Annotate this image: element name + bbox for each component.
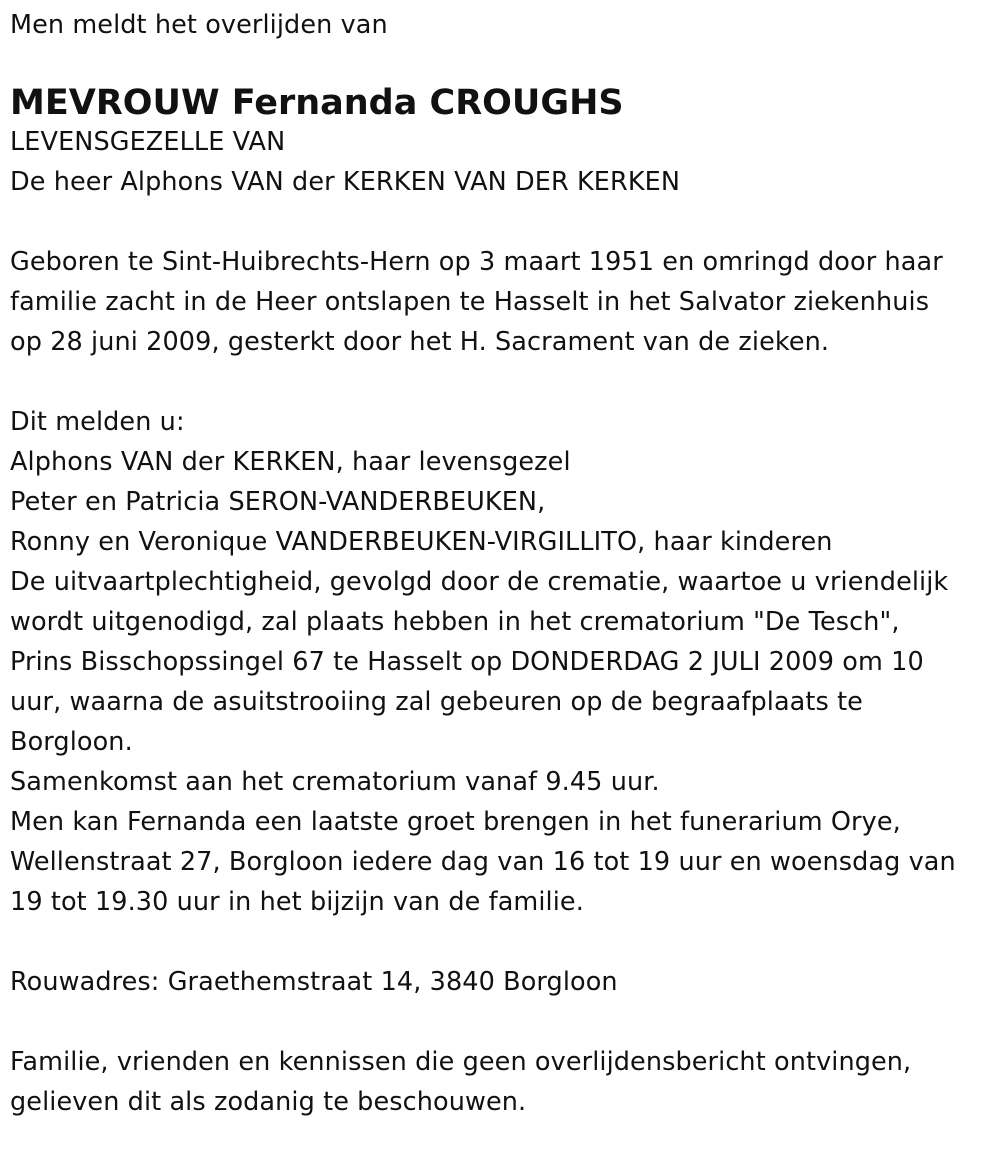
family-heading: Dit melden u:: [10, 407, 185, 437]
paragraph-line: Prins Bisschopssingel 67 te Hasselt op DONDERDAG 2 JULI 2009 om 10: [10, 647, 924, 677]
spacer: [10, 362, 995, 402]
paragraph-line: Borgloon.: [10, 727, 133, 757]
partner-name: De heer Alphons VAN der KERKEN VAN DER KERKEN: [10, 167, 681, 197]
family-section: [10, 402, 995, 562]
mourning-address: Rouwadres: Graethemstraat 14, 3840 Borgloon: [10, 967, 618, 997]
ceremony-paragraph: [10, 562, 995, 762]
paragraph-line: Familie, vrienden en kennissen die geen overlijdensbericht ontvingen,: [10, 1047, 912, 1077]
paragraph-line: Geboren te Sint-Huibrechts-Hern op 3 maart 1951 en omringd door haar: [10, 247, 943, 277]
birth-paragraph: [10, 242, 995, 362]
intro-text: Men meldt het overlijden van: [10, 10, 388, 40]
closing-paragraph: [10, 1042, 995, 1122]
paragraph-line: De uitvaartplechtigheid, gevolgd door de crematie, waartoe u vriendelijk: [10, 567, 949, 597]
spacer: [10, 1002, 995, 1042]
paragraph-line: wordt uitgenodigd, zal plaats hebben in het crematorium "De Tesch",: [10, 607, 900, 637]
family-member: Peter en Patricia SERON-VANDERBEUKEN,: [10, 487, 546, 517]
gathering-text: Samenkomst aan het crematorium vanaf 9.45 uur.: [10, 767, 660, 797]
paragraph-line: familie zacht in de Heer ontslapen te Hasselt in het Salvator ziekenhuis: [10, 287, 930, 317]
paragraph-line: op 28 juni 2009, gesterkt door het H. Sacrament van de zieken.: [10, 327, 830, 357]
paragraph-line: 19 tot 19.30 uur in het bijzijn van de familie.: [10, 887, 584, 917]
visitation-paragraph: [10, 802, 995, 922]
obituary-notice: [10, 0, 995, 1122]
family-member: Ronny en Veronique VANDERBEUKEN-VIRGILLITO, haar kinderen: [10, 527, 833, 557]
spacer: [10, 202, 995, 242]
spacer: [10, 922, 995, 962]
paragraph-line: uur, waarna de asuitstrooiing zal gebeuren op de begraafplaats te: [10, 687, 863, 717]
paragraph-line: Wellenstraat 27, Borgloon iedere dag van 16 tot 19 uur en woensdag van: [10, 847, 956, 877]
family-member: Alphons VAN der KERKEN, haar levensgezel: [10, 447, 571, 477]
paragraph-line: Men kan Fernanda een laatste groet brengen in het funerarium Orye,: [10, 807, 901, 837]
deceased-name: MEVROUW Fernanda CROUGHS: [10, 83, 624, 123]
relation-title: LEVENSGEZELLE VAN: [10, 127, 286, 157]
paragraph-line: gelieven dit als zodanig te beschouwen.: [10, 1087, 527, 1117]
